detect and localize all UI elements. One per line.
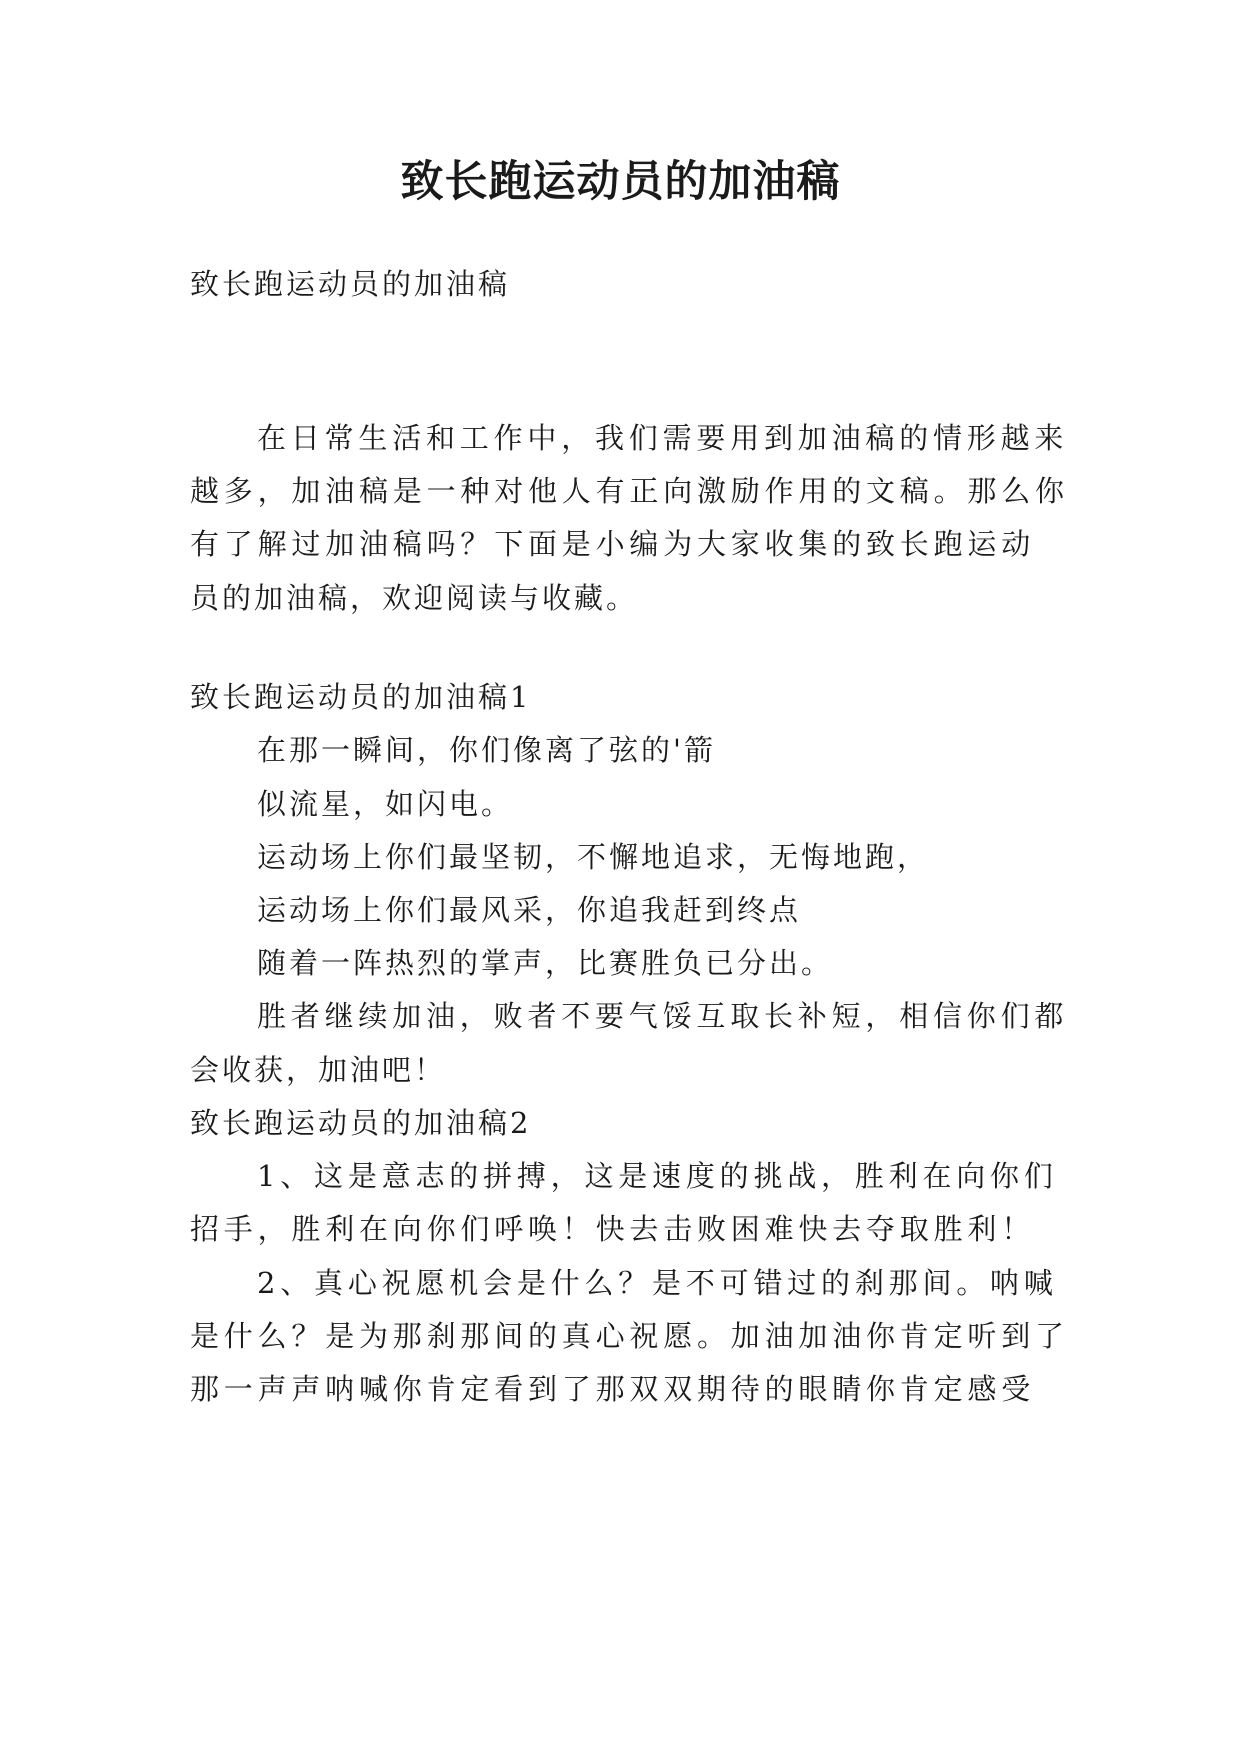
section2-heading: 致长跑运动员的加油稿2 — [190, 1106, 532, 1140]
section1-line-5: 随着一阵热烈的掌声，比赛胜负已分出。 — [257, 946, 834, 980]
section1-line-3: 运动场上你们最坚韧，不懈地追求，无悔地跑， — [257, 840, 930, 874]
section1-line-4: 运动场上你们最风采，你追我赶到终点 — [257, 893, 802, 927]
section1-line-7: 会收获，加油吧！ — [190, 1053, 447, 1087]
section1-line-6: 胜者继续加油，败者不要气馁互取长补短，相信你们都 — [257, 999, 1069, 1033]
section2-line-4: 是什么？是为那刹那间的真心祝愿。加油加油你肯定听到了 — [190, 1319, 1069, 1353]
section1-line-2: 似流星，如闪电。 — [257, 787, 514, 821]
document-subtitle: 致长跑运动员的加油稿 — [190, 267, 511, 301]
intro-line-3: 有了解过加油稿吗？下面是小编为大家收集的致长跑运动 — [190, 527, 1036, 561]
section1-heading: 致长跑运动员的加油稿1 — [190, 680, 532, 714]
section1-line-1: 在那一瞬间，你们像离了弦的'箭 — [257, 733, 716, 767]
section2-line-5: 那一声声呐喊你肯定看到了那双双期待的眼睛你肯定感受 — [190, 1372, 1036, 1406]
section2-line-3: 2、真心祝愿机会是什么？是不可错过的刹那间。呐喊 — [257, 1266, 1058, 1300]
intro-line-1: 在日常生活和工作中，我们需要用到加油稿的情形越来 — [257, 421, 1069, 455]
intro-line-2: 越多，加油稿是一种对他人有正向激励作用的文稿。那么你 — [190, 474, 1069, 508]
section2-line-1: 1、这是意志的拼搏，这是速度的挑战，胜利在向你们 — [257, 1159, 1058, 1193]
section2-line-2: 招手，胜利在向你们呼唤！快去击败困难快去夺取胜利！ — [190, 1212, 1036, 1246]
document-title: 致长跑运动员的加油稿 — [400, 157, 841, 207]
intro-line-4: 员的加油稿，欢迎阅读与收藏。 — [190, 581, 639, 615]
